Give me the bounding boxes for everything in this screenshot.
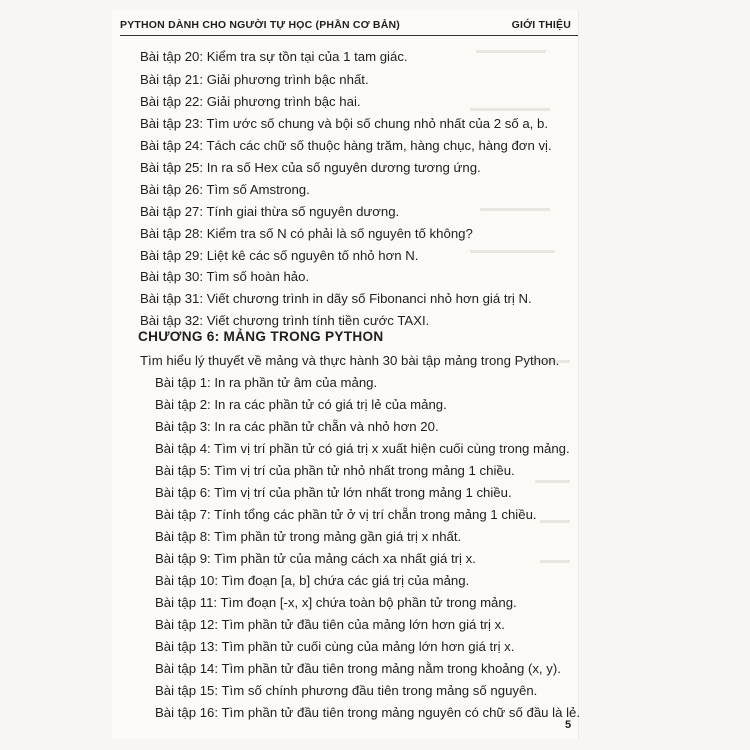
exercise-line: Bài tập 4: Tìm vị trí phần tử có giá trị x xuất hiện cuối cùng trong mảng. bbox=[155, 441, 570, 456]
exercise-line: Bài tập 30: Tìm số hoàn hảo. bbox=[140, 269, 310, 284]
exercise-line: Bài tập 5: Tìm vị trí của phần tử nhỏ nhất trong mảng 1 chiều. bbox=[155, 463, 515, 478]
exercise-line: Bài tập 1: In ra phần tử âm của mảng. bbox=[155, 375, 378, 390]
exercise-line: Bài tập 14: Tìm phần tử đầu tiên trong mảng nằm trong khoảng (x, y). bbox=[155, 661, 561, 676]
exercise-line: Bài tập 27: Tính giai thừa số nguyên dương. bbox=[140, 204, 400, 219]
exercise-line: Bài tập 11: Tìm đoạn [-x, x] chứa toàn bộ phần tử trong mảng. bbox=[155, 595, 517, 610]
exercise-line: Bài tập 23: Tìm ước số chung và bội số chung nhỏ nhất của 2 số a, b. bbox=[140, 116, 548, 131]
exercise-line: Bài tập 26: Tìm số Amstrong. bbox=[140, 182, 310, 197]
chapter-intro: Tìm hiểu lý thuyết về mảng và thực hành 30 bài tập mảng trong Python. bbox=[140, 353, 560, 368]
header-section-title: GIỚI THIỆU bbox=[511, 19, 571, 31]
exercise-line: Bài tập 24: Tách các chữ số thuộc hàng trăm, hàng chục, hàng đơn vị. bbox=[140, 138, 552, 153]
exercise-line: Bài tập 21: Giải phương trình bậc nhất. bbox=[140, 72, 369, 87]
exercise-line: Bài tập 8: Tìm phần tử trong mảng gần giá trị x nhất. bbox=[155, 529, 462, 544]
exercise-line: Bài tập 22: Giải phương trình bậc hai. bbox=[140, 94, 361, 109]
exercise-line: Bài tập 28: Kiểm tra số N có phải là số nguyên tố không? bbox=[140, 226, 473, 241]
bleed-through-mark bbox=[535, 480, 570, 483]
running-header bbox=[120, 16, 577, 34]
bleed-through-mark bbox=[476, 50, 546, 53]
bleed-through-mark bbox=[540, 520, 570, 523]
exercise-line: Bài tập 25: In ra số Hex của số nguyên dương tương ứng. bbox=[140, 160, 481, 175]
exercise-line: Bài tập 29: Liệt kê các số nguyên tố nhỏ hơn N. bbox=[140, 248, 419, 263]
exercise-line: Bài tập 10: Tìm đoạn [a, b] chứa các giá trị của mảng. bbox=[155, 573, 470, 588]
exercise-line: Bài tập 12: Tìm phần tử đầu tiên của mảng lớn hơn giá trị x. bbox=[155, 617, 505, 632]
exercise-line: Bài tập 9: Tìm phần tử của mảng cách xa nhất giá trị x. bbox=[155, 551, 476, 566]
bleed-through-mark bbox=[480, 208, 550, 211]
page-number: 5 bbox=[565, 719, 572, 731]
exercise-line: Bài tập 31: Viết chương trình in dãy số Fibonanci nhỏ hơn giá trị N. bbox=[140, 291, 532, 306]
bleed-through-mark bbox=[470, 108, 550, 111]
exercise-line: Bài tập 7: Tính tổng các phần tử ở vị trí chẵn trong mảng 1 chiều. bbox=[155, 507, 537, 522]
chapter-heading: CHƯƠNG 6: MẢNG TRONG PYTHON bbox=[138, 329, 384, 344]
exercise-line: Bài tập 32: Viết chương trình tính tiền cước TAXI. bbox=[140, 313, 430, 328]
header-rule bbox=[120, 35, 578, 36]
exercise-line: Bài tập 20: Kiểm tra sự tồn tại của 1 tam giác. bbox=[140, 49, 408, 64]
exercise-line: Bài tập 2: In ra các phần tử có giá trị lẻ của mảng. bbox=[155, 397, 447, 412]
header-book-title: PYTHON DÀNH CHO NGƯỜI TỰ HỌC (PHẦN CƠ BẢN) bbox=[120, 19, 400, 31]
exercise-line: Bài tập 3: In ra các phần tử chẵn và nhỏ hơn 20. bbox=[155, 419, 439, 434]
exercise-line: Bài tập 13: Tìm phần tử cuối cùng của mảng lớn hơn giá trị x. bbox=[155, 639, 515, 654]
bleed-through-mark bbox=[470, 250, 555, 253]
exercise-line: Bài tập 15: Tìm số chính phương đầu tiên trong mảng số nguyên. bbox=[155, 683, 538, 698]
exercise-line: Bài tập 6: Tìm vị trí của phần tử lớn nhất trong mảng 1 chiều. bbox=[155, 485, 512, 500]
exercise-line: Bài tập 16: Tìm phần tử đầu tiên trong mảng nguyên có chữ số đầu là lẻ. bbox=[155, 705, 581, 720]
bleed-through-mark bbox=[540, 560, 570, 563]
